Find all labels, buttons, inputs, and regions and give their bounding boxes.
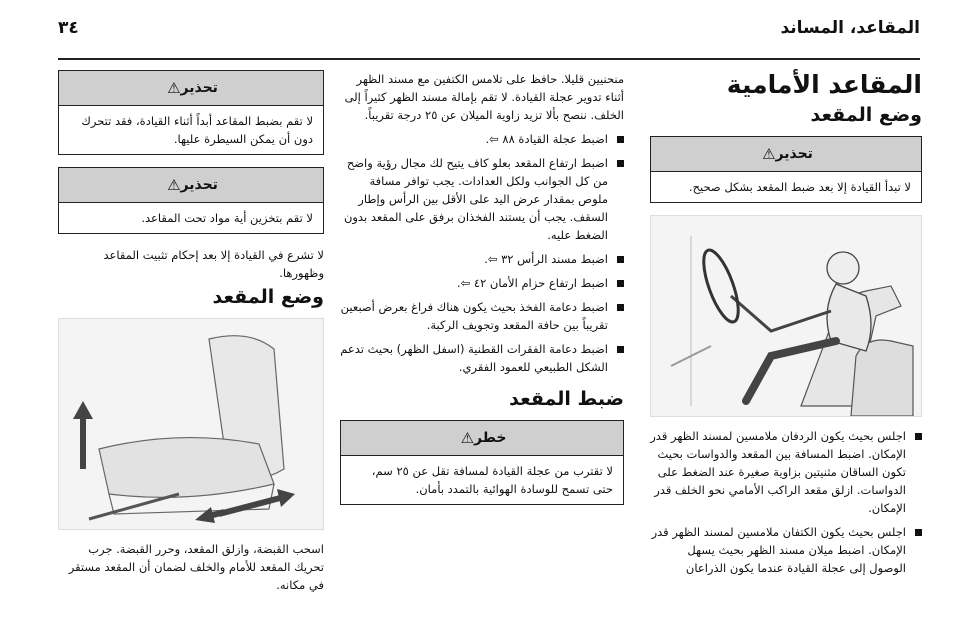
list-item: اضبط عجلة القيادة ٨٨ ⇦. <box>340 130 624 148</box>
warning-triangle-icon: ⚠ <box>167 176 181 194</box>
warning-text: لا تقم بتخزين أية مواد تحت المقاعد. <box>141 211 313 225</box>
danger-box <box>340 420 624 505</box>
list-item: اضبط ارتفاع حزام الأمان ٤٢ ⇦. <box>340 274 624 292</box>
warning-box <box>650 136 922 203</box>
warning-box <box>58 70 324 155</box>
seating-bullets <box>650 427 922 577</box>
warning-header <box>59 168 323 203</box>
warning-triangle-icon: ⚠ <box>167 79 181 97</box>
square-bullet-icon <box>915 529 922 536</box>
warning-label: تحذير <box>775 146 813 162</box>
danger-text: لا تقترب من عجلة القيادة لمسافة تقل عن ٢٥ سم، حتى تسمح للوسادة الهوائية بالتمدد بأمان. <box>371 464 613 496</box>
subsection-title: وضع المقعد <box>810 104 922 126</box>
page-header <box>58 12 920 48</box>
list-item: اضبط دعامة الفخذ بحيث يكون هناك فراغ بعرض أصبعين تقريباً بين حافة المقعد وتجويف الركبة. <box>340 298 624 334</box>
warning-header <box>651 137 921 172</box>
right-column <box>650 70 922 583</box>
warning-text: لا تبدأ القيادة إلا بعد ضبط المقعد بشكل صحيح. <box>688 180 911 194</box>
square-bullet-icon <box>617 160 624 167</box>
subsection-title: وضع المقعد <box>212 286 324 308</box>
left-column <box>58 70 324 600</box>
list-item: اجلس بحيث يكون الكتفان ملامسين لمسند الظهر قدر الإمكان. اضبط ميلان مسند الظهر بحيث يسهل الوصول إلى عجلة القيادة عندما يكون الذراعان <box>650 523 922 577</box>
square-bullet-icon <box>617 256 624 263</box>
seat-adjustment-illustration <box>58 318 324 530</box>
section-title: المقاعد الأمامية <box>726 70 922 99</box>
square-bullet-icon <box>617 136 624 143</box>
section-title: ضبط المقعد <box>509 388 624 410</box>
square-bullet-icon <box>617 304 624 311</box>
danger-label: خطر <box>474 430 507 446</box>
header-title: المقاعد، المساند <box>780 18 920 38</box>
warning-triangle-icon: ⚠ <box>460 429 475 447</box>
square-bullet-icon <box>617 346 624 353</box>
warning-triangle-icon: ⚠ <box>762 145 776 163</box>
continuation-paragraph: منحنيين قليلا. حافظ على تلامس الكتفين مع مسند الظهر أثناء تدوير عجلة القيادة. لا تقم بإمالة مسند الظهر كثيراً إلى الخلف. ننصح بألا تزيد زاوية الميلان عن ٢٥ درجة تقريباً. <box>344 72 624 122</box>
square-bullet-icon <box>915 433 922 440</box>
warning-text: لا تقم بضبط المقاعد أبداً أثناء القيادة، فقد تتحرك دون أن يمكن السيطرة عليها. <box>81 114 313 146</box>
list-item: اجلس بحيث يكون الردفان ملامسين لمسند الظهر قدر الإمكان. اضبط المسافة بين المقعد والدواسات بحيث تكون الساقان مثنيتين بزاوية صغيرة عند الضغط على الدواسات. ازلق مقعد الراكب الأمامي نحو الخلف قدر الإمكان. <box>650 427 922 517</box>
list-item: اضبط دعامة الفقرات القطنية (اسفل الظهر) بحيث تدعم الشكل الطبيعي للعمود الفقري. <box>340 340 624 376</box>
warning-label: تحذير <box>180 177 218 193</box>
warning-label: تحذير <box>180 80 218 96</box>
caption-paragraph: اسحب القبضة، وازلق المقعد، وحرر القبضة. جرب تحريك المقعد للأمام والخلف لضمان أن المقعد مستقر في مكانه. <box>68 542 324 592</box>
square-bullet-icon <box>617 280 624 287</box>
warning-box <box>58 167 324 234</box>
list-item: اضبط مسند الرأس ٣٢ ⇦. <box>340 250 624 268</box>
list-item: اضبط ارتفاع المقعد بعلو كاف يتيح لك مجال رؤية واضح من كل الجوانب ولكل العدادات. يجب توافر مسافة ملوص بمقدار عرض اليد على الأقل بين الرأس وإطار السقف. يجب أن يستند الفخذان برفق على المقعد بدون الضغط عليه. <box>340 154 624 244</box>
driver-seating-illustration <box>650 215 922 417</box>
header-rule <box>58 58 920 60</box>
danger-header <box>341 421 623 456</box>
warning-header <box>59 71 323 106</box>
adjustment-bullets <box>340 130 624 376</box>
page-number: ٣٤ <box>58 18 79 38</box>
middle-column <box>340 70 624 517</box>
note-paragraph: لا تشرع في القيادة إلا بعد إحكام تثبيت المقاعد وظهورها. <box>103 248 324 280</box>
